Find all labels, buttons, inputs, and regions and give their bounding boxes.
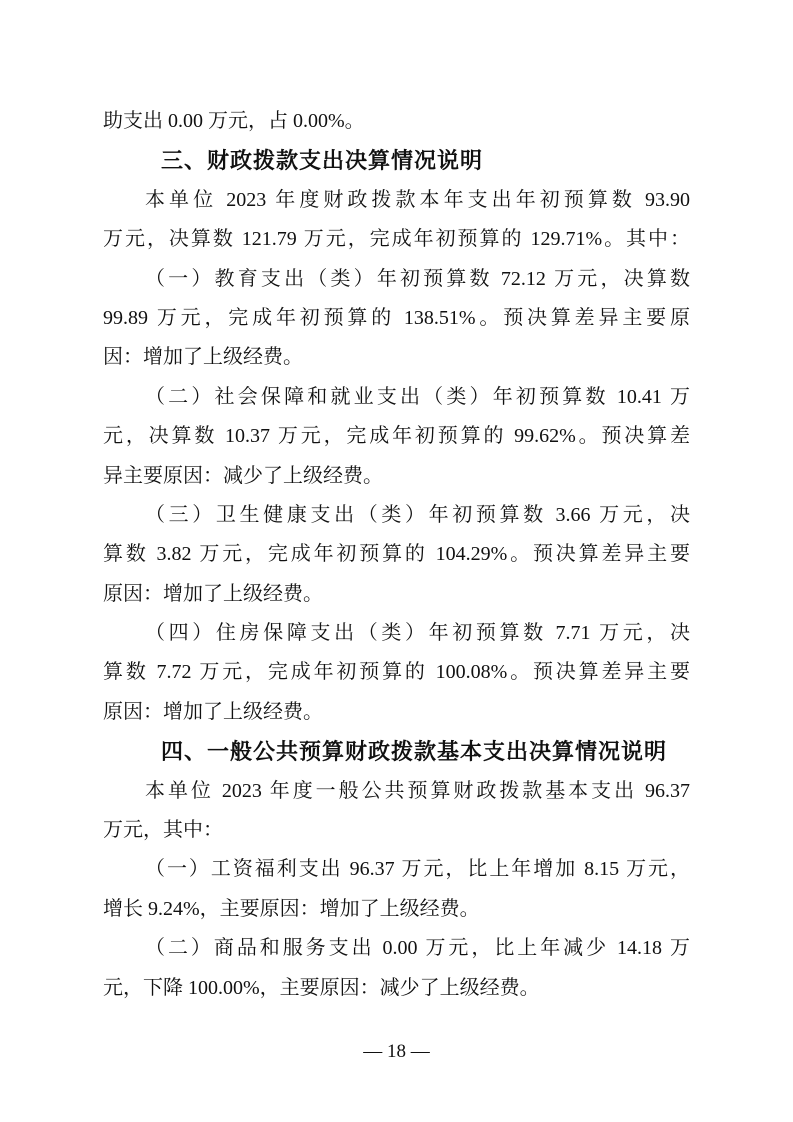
body-line: （二）社会保障和就业支出（类）年初预算数 10.41 万 bbox=[145, 385, 690, 408]
document-body bbox=[103, 102, 690, 1008]
body-line: 本单位 2023 年度财政拨款本年支出年初预算数 93.90 bbox=[145, 188, 690, 211]
body-line: 助支出 0.00 万元，占 0.00%。 bbox=[103, 110, 365, 132]
body-line: 元，决算数 10.37 万元，完成年初预算的 99.62%。预决算差 bbox=[103, 425, 690, 448]
page-number: — 18 — bbox=[363, 1041, 430, 1062]
body-line: 算数 7.72 万元，完成年初预算的 100.08%。预决算差异主要 bbox=[103, 661, 690, 684]
body-line: 增长 9.24%，主要原因：增加了上级经费。 bbox=[103, 897, 480, 920]
body-line: 因：增加了上级经费。 bbox=[103, 346, 303, 369]
body-line: 99.89 万元，完成年初预算的 138.51%。预决算差异主要原 bbox=[103, 306, 690, 329]
body-line: 算数 3.82 万元，完成年初预算的 104.29%。预决算差异主要 bbox=[103, 543, 690, 566]
body-line: （一）工资福利支出 96.37 万元，比上年增加 8.15 万元， bbox=[145, 858, 690, 881]
section-3-heading: 三、财政拨款支出决算情况说明 bbox=[161, 148, 484, 174]
body-line: 原因：增加了上级经费。 bbox=[103, 700, 323, 723]
body-line: 万元，其中： bbox=[103, 819, 223, 842]
body-line: 原因：增加了上级经费。 bbox=[103, 582, 323, 605]
section-4-heading: 四、一般公共预算财政拨款基本支出决算情况说明 bbox=[161, 739, 668, 765]
body-line: 异主要原因：减少了上级经费。 bbox=[103, 464, 383, 487]
body-line: （二）商品和服务支出 0.00 万元，比上年减少 14.18 万 bbox=[145, 937, 690, 960]
body-line: 元，下降 100.00%，主要原因：减少了上级经费。 bbox=[103, 976, 540, 999]
body-line: （三）卫生健康支出（类）年初预算数 3.66 万元，决 bbox=[145, 503, 690, 526]
body-line: 本单位 2023 年度一般公共预算财政拨款基本支出 96.37 bbox=[145, 779, 690, 802]
body-line: （一）教育支出（类）年初预算数 72.12 万元，决算数 bbox=[145, 267, 690, 290]
body-line: 万元，决算数 121.79 万元，完成年初预算的 129.71%。其中： bbox=[103, 228, 690, 251]
body-line: （四）住房保障支出（类）年初预算数 7.71 万元，决 bbox=[145, 622, 690, 645]
